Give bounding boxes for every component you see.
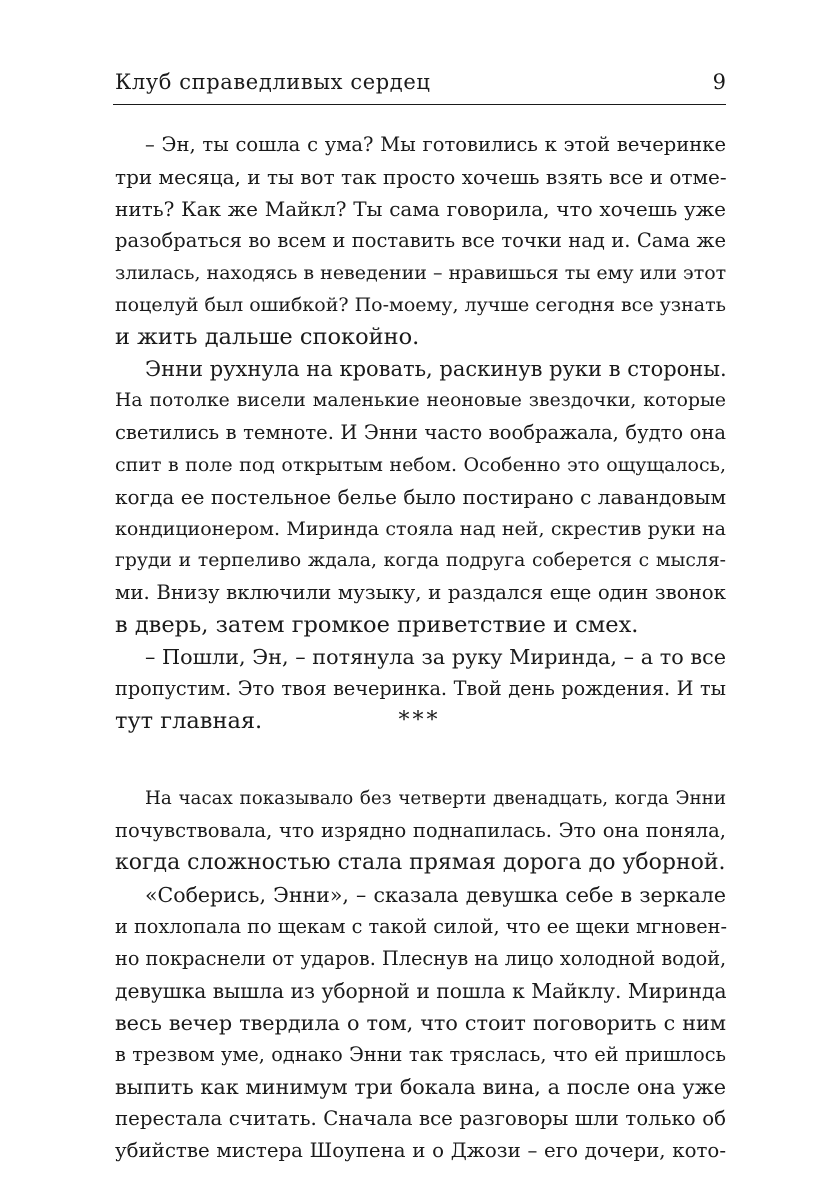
text-line: – Пошли, Эн, – потянула за руку Миринда, – а то все xyxy=(145,645,726,669)
text-line: тут главная. xyxy=(115,708,263,734)
text-line: перестала считать. Сначала все разговоры шли только об xyxy=(115,1107,726,1130)
text-line: выпить как минимум три бокала вина, а после она уже xyxy=(115,1075,726,1099)
text-line: три месяца, и ты вот так просто хочешь взять все и отме- xyxy=(115,165,727,189)
text-line: девушка вышла из уборной и пошла к Майклу. Миринда xyxy=(115,979,727,1003)
page-header xyxy=(113,64,726,105)
text-line: поцелуй был ошибкой? По-моему, лучше сегодня все узнать xyxy=(115,294,726,316)
text-line: когда сложностью стала прямая дорога до уборной. xyxy=(115,850,726,875)
text-line: груди и терпеливо ждала, когда подруга соберется с мысля- xyxy=(115,550,726,571)
running-title: Клуб справедливых сердец xyxy=(115,70,431,94)
text-line: в дверь, затем громкое приветствие и смех. xyxy=(115,612,639,638)
text-line: когда ее постельное белье было постирано с лавандовым xyxy=(115,485,726,509)
section-separator: *** xyxy=(398,708,441,733)
text-line: и похлопала по щекам с такой силой, что ее щеки мгновен- xyxy=(115,915,727,938)
text-line: На потолке висели маленькие неоновые звездочки, которые xyxy=(115,390,726,411)
text-line: – Эн, ты сошла с ума? Мы готовились к этой вечеринке xyxy=(145,133,726,156)
text-line: в трезвом уме, однако Энни так тряслась, что ей пришлось xyxy=(115,1043,726,1066)
text-line: нить? Как же Майкл? Ты сама говорила, что хочешь уже xyxy=(115,197,726,221)
text-line: кондиционером. Миринда стояла над ней, скрестив руки на xyxy=(115,518,726,540)
text-line: ми. Внизу включили музыку, и раздался еще один звонок xyxy=(115,581,726,604)
text-line: весь вечер твердила о том, что стоит поговорить с ним xyxy=(115,1011,726,1035)
text-line: разобраться во всем и поставить все точки над и. Сама же xyxy=(115,229,726,252)
text-line: убийстве мистера Шоупена и о Джози – его дочери, кото- xyxy=(115,1139,726,1162)
text-line: пропустим. Это твоя вечеринка. Твой день рождения. И ты xyxy=(115,677,726,700)
text-line: почувствовала, что изрядно поднапилась. Это она поняла, xyxy=(115,819,726,842)
text-line: и жить дальше спокойно. xyxy=(115,324,420,350)
text-line: Энни рухнула на кровать, раскинув руки в стороны. xyxy=(145,357,727,381)
text-line: злилась, находясь в неведении – нравишься ты ему или этот xyxy=(115,262,727,284)
text-line: На часах показывало без четверти двенадцать, когда Энни xyxy=(145,788,726,809)
text-line: «Соберись, Энни», – сказала девушка себе в зеркале xyxy=(145,883,726,907)
page-number: 9 xyxy=(712,70,726,94)
text-line: но покраснели от ударов. Плеснув на лицо холодной водой, xyxy=(115,947,727,970)
text-line: светились в темноте. И Энни часто воображала, будто она xyxy=(115,421,726,444)
text-line: спит в поле под открытым небом. Особенно это ощущалось, xyxy=(115,454,726,476)
